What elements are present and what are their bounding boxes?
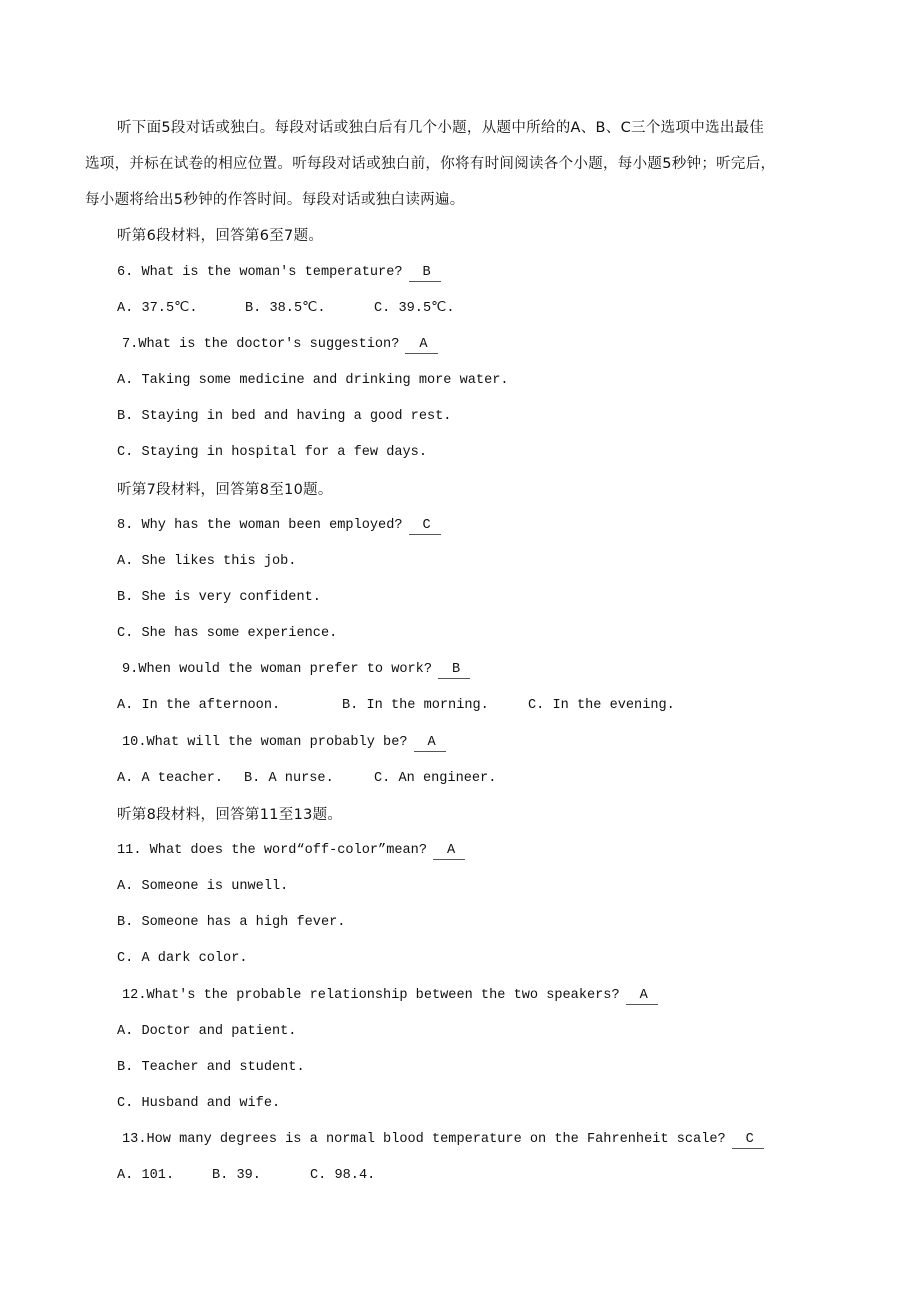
option: C. Husband and wife. — [117, 1096, 281, 1112]
option: B. Someone has a high fever. — [117, 915, 346, 931]
question-text: 13.How many degrees is a normal blood temperature on the Fahrenheit scale? — [122, 1132, 726, 1148]
question — [122, 652, 470, 688]
instruction-line: 选项，并标在试卷的相应位置。听每段对话或独白前，你将有时间阅读各个小题，每小题5秒钟；听完后， — [85, 156, 776, 173]
option: B. She is very confident. — [117, 589, 321, 605]
answer-blank: C — [732, 1132, 764, 1149]
question — [122, 327, 438, 363]
option: B. A nurse. — [244, 770, 334, 786]
answer-blank: A — [405, 337, 437, 354]
option: C. 39.5℃. — [374, 300, 455, 316]
question — [122, 978, 658, 1014]
question-text: 8. Why has the woman been employed? — [117, 517, 403, 533]
question-text: 10.What will the woman probably be? — [122, 734, 408, 750]
answer-blank: A — [626, 988, 658, 1005]
options-row — [0, 1158, 920, 1194]
question — [117, 255, 441, 291]
option: B. 39. — [212, 1168, 261, 1184]
question — [122, 1122, 764, 1158]
option: C. She has some experience. — [117, 626, 338, 642]
option: A. In the afternoon. — [117, 698, 281, 714]
option: B. Staying in bed and having a good rest. — [117, 409, 452, 425]
answer-blank: B — [438, 662, 470, 679]
options-row — [0, 291, 920, 327]
question-text: 9.When would the woman prefer to work? — [122, 662, 432, 678]
option: B. Teacher and student. — [117, 1059, 305, 1075]
question-text: 11. What does the word“off-color”mean? — [117, 843, 427, 858]
question-text: 6. What is the woman's temperature? — [117, 264, 403, 280]
option: C. 98.4. — [310, 1168, 376, 1184]
option: A. 37.5℃. — [117, 300, 198, 316]
option: A. 101. — [117, 1168, 175, 1184]
option: C. An engineer. — [374, 770, 497, 786]
answer-blank: A — [414, 735, 446, 752]
options-row — [0, 761, 920, 797]
answer-blank: A — [433, 843, 465, 860]
option: C. In the evening. — [528, 698, 675, 714]
question — [117, 833, 465, 869]
question — [122, 725, 446, 761]
instruction-line: 每小题将给出5秒钟的作答时间。每段对话或独白读两遍。 — [85, 192, 465, 209]
instruction-line: 听下面5段对话或独白。每段对话或独白后有几个小题，从题中所给的A、B、C三个选项中选出最佳 — [117, 120, 765, 136]
question — [117, 508, 441, 544]
section-header: 听第6段材料，回答第6至7题。 — [117, 228, 324, 245]
question-text: 12.What's the probable relationship between the two speakers? — [122, 987, 620, 1003]
question-text: 7.What is the doctor's suggestion? — [122, 336, 400, 352]
answer-blank: B — [409, 265, 441, 282]
option: A. A teacher. — [117, 770, 224, 786]
options-row — [0, 688, 920, 724]
option: A. She likes this job. — [117, 553, 297, 569]
option: B. 38.5℃. — [245, 300, 326, 316]
section-header: 听第7段材料，回答第8至10题。 — [117, 481, 333, 498]
option: A. Doctor and patient. — [117, 1023, 297, 1039]
option: C. Staying in hospital for a few days. — [117, 445, 427, 461]
option: C. A dark color. — [117, 951, 248, 967]
section-header: 听第8段材料，回答第11至13题。 — [117, 806, 343, 823]
option: B. In the morning. — [342, 698, 489, 714]
option: A. Taking some medicine and drinking more water. — [117, 373, 509, 389]
answer-blank: C — [409, 518, 441, 535]
option: A. Someone is unwell. — [117, 879, 289, 895]
